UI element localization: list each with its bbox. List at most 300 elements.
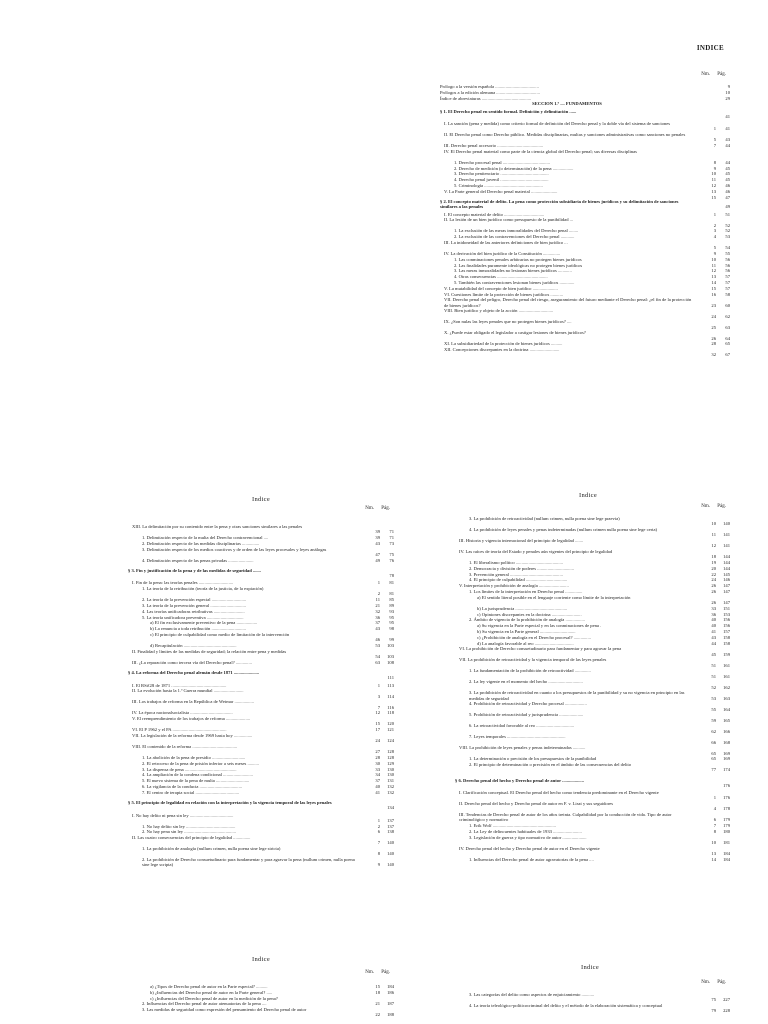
entry-title: XI. La subsidiariedad de la protección de bienes jurídicos ..........	[444, 341, 563, 347]
entry-title: b) La jurisprudencia .............................................	[477, 605, 568, 611]
entry-page-number: 186	[387, 989, 394, 995]
entry-title: VII. La legislación de la reforma desde 1969 hasta hoy ................	[132, 733, 253, 738]
entry-title: c) Opiniones discrepantes en la doctrina ..........................	[477, 611, 582, 617]
entry-margin-number: 63	[375, 659, 380, 665]
entry-page-number: 41	[725, 113, 730, 119]
entry-margin-number: 10	[711, 839, 716, 845]
entry-margin-number: 6	[713, 817, 716, 823]
entry-page-number: 52	[725, 222, 730, 228]
entry-title: 3. La teoría de la prevención general ...............................	[142, 603, 246, 608]
index-entry	[455, 629, 730, 634]
entry-margin-number: 55	[711, 706, 716, 712]
entry-margin-number: 9	[713, 165, 716, 171]
entry-margin-number: 47	[375, 551, 380, 557]
index-entry	[128, 800, 394, 810]
entry-title: a) El fin exclusivamente preventivo de la pena ..................	[150, 620, 258, 626]
entry-title: X. ¿Puede estar obligado el legislador a castigar lesiones de bienes jurídicos?	[444, 330, 586, 336]
entry-margin-number: 26	[711, 583, 716, 589]
entry-title: II. Las cuatro consecuencias del principio de legalidad ...............	[132, 835, 251, 841]
entry-margin-number: 12	[711, 543, 716, 549]
entry-page-number: 228	[723, 1008, 730, 1014]
entry-page-number: 165	[723, 717, 730, 723]
entry-title: III. Los trabajos de reforma en la República de Weimar .................	[132, 699, 255, 705]
entry-page-number: 55	[725, 251, 730, 256]
entry-page-number: 168	[723, 739, 730, 745]
index-entry	[128, 683, 394, 688]
entry-margin-number: 75	[711, 997, 716, 1003]
entry-page-number: 71	[389, 529, 394, 535]
index-entry	[440, 347, 730, 357]
entry-page-number: 174	[723, 767, 730, 773]
index-entry	[128, 829, 394, 834]
entry-margin-number: 30	[375, 760, 380, 766]
entry-page-number: 63	[725, 324, 730, 330]
entry-title: c) ¿Influencias del Derecho penal de autor en la medición de la pena?	[150, 995, 278, 1001]
entry-title: 3. La prohibición de retroactividad en cuanto a los presupuestos de la punibilidad y su no vigencia en principio en las medidas de seguridad	[469, 690, 685, 701]
entry-title: IX. ¿Son nulas las leyes penales que no protegen bienes jurídicos? ....	[444, 319, 572, 325]
entry-title: § 6. Derecho penal del hecho y Derecho penal de autor ...................	[455, 777, 585, 783]
entry-margin-number: 27	[375, 749, 380, 755]
entry-margin-number: 1	[713, 211, 716, 217]
entry-margin-number: 7	[377, 840, 380, 846]
page-header: Indice	[252, 956, 271, 963]
entry-title: 3. La dispensa de pena .............................................	[142, 766, 237, 772]
entry-page-number: 147	[723, 583, 730, 589]
entry-title: 2. No hay pena sin ley .............................................	[142, 829, 236, 835]
entry-title: 2. La Ley de delincuentes habituales de 1933 .........................	[469, 829, 582, 834]
entry-margin-number: 34	[375, 772, 380, 778]
entry-title: VI. Cuestiones límite de la protección de bienes jurídicos ...........	[444, 291, 564, 297]
page-header: Indice	[579, 492, 598, 499]
entry-page-number: 151	[723, 605, 730, 611]
entry-margin-number: 20	[711, 565, 716, 571]
entry-margin-number: 40	[711, 617, 716, 623]
entry-page-number: 41	[725, 126, 730, 132]
index-entry	[128, 632, 394, 642]
entry-title: I. Clarificación conceptual. El Derecho penal del hecho como tendencia predominante en el Derecho vigente	[459, 790, 659, 796]
index-entry	[455, 756, 730, 761]
entry-page-number: 130	[387, 766, 394, 772]
index-entry	[440, 199, 730, 209]
entry-margin-number: 4	[713, 234, 716, 240]
column-pag-label: Pág.	[717, 72, 726, 77]
entry-title: 2. Las finalidades puramente ideológicas no protegen bienes jurídicos	[454, 262, 583, 268]
index-entry	[455, 635, 730, 640]
entry-margin-number: 79	[711, 1008, 716, 1014]
entry-title: 1. No hay delito sin ley ...........................................	[142, 823, 236, 829]
entry-title: § 4. La reforma del Derecho penal alemán desde 1871 ......................	[128, 670, 260, 676]
index-entry	[455, 812, 730, 822]
index-entry	[455, 778, 730, 788]
index-entry	[455, 595, 730, 605]
entry-page-number: 141	[723, 532, 730, 538]
entry-margin-number: 3	[713, 228, 716, 234]
entry-margin-number: 2	[377, 591, 380, 597]
entry-title: c) ¿Prohibición de analogía en el Derecho procesal? ...............	[477, 634, 591, 640]
entry-margin-number: 33	[375, 766, 380, 772]
entry-page-number: 187	[387, 1001, 394, 1007]
entry-page-number: 111	[387, 675, 394, 681]
entry-page-number: 162	[723, 684, 730, 690]
entry-title: 2. El principio de determinación o precisión en el ámbito de las consecuencias del delito	[469, 762, 632, 768]
index-entry	[455, 679, 730, 689]
entry-margin-number: 26	[711, 599, 716, 605]
entry-margin-number: 32	[711, 352, 716, 358]
entry-title: I. El concepto material de delito ...................................	[444, 211, 545, 217]
entry-page-number: 75	[389, 551, 394, 557]
entry-title: 5. El nuevo sistema de la pena de multa .............................	[142, 778, 250, 784]
entry-title: 3. Legislación de guerra y tipo normativo de autor .....................	[469, 834, 587, 840]
index-entry	[128, 772, 394, 777]
entry-margin-number: 10	[711, 256, 716, 262]
entry-title: 1. La prohibición de analogía (nullum crimen, nulla poena sine lege stricta)	[142, 846, 281, 852]
entry-title: 2. Democracia y división de poderes ................................	[469, 565, 574, 571]
entry-title: I. Fin de la pena: las teorías penales ..............................	[132, 580, 234, 586]
index-entry	[440, 228, 730, 233]
index-entry	[455, 641, 730, 646]
entry-margin-number: 8	[377, 851, 380, 857]
index-entry	[455, 701, 730, 711]
entry-page-number: 89	[389, 603, 394, 608]
index-entry	[128, 846, 394, 856]
index-entry	[128, 649, 394, 659]
entry-page-number: 144	[723, 560, 730, 565]
entry-margin-number: 8	[713, 829, 716, 834]
entry-page-number: 29	[725, 95, 730, 101]
entry-title: 2. Derecho de medición (o determinación) de la pena ..................	[454, 165, 574, 171]
entry-margin-number: 51	[711, 673, 716, 679]
entry-title: a) Su vigencia en la Parte especial y en las conminaciones de pena .	[477, 623, 602, 629]
entry-title: VI. La prohibición de Derecho consuetudinario para fundamentar y para agravar la pena	[459, 646, 622, 652]
entry-page-number: 180	[723, 829, 730, 834]
entry-page-number: 46	[725, 183, 730, 188]
column-pag-label: Pág.	[381, 506, 390, 511]
entry-margin-number: 24	[375, 738, 380, 744]
entry-margin-number: 15	[711, 285, 716, 291]
entry-title: VIII. El contenido de la reforma .......................................	[132, 744, 238, 749]
entry-margin-number: 36	[711, 611, 716, 617]
entry-page-number: 46	[725, 188, 730, 194]
entry-title: 1. Las conminaciones penales arbitrarias no protegen bienes jurídicos	[454, 256, 582, 262]
index-entry	[440, 189, 730, 194]
entry-title: IV. Derecho penal del hecho y Derecho penal de autor en el Derecho vigente	[459, 845, 600, 851]
index-entry	[128, 790, 394, 795]
entry-title: 1. El liberalismo político .........................................	[469, 560, 563, 565]
entry-margin-number: 37	[375, 778, 380, 784]
entry-title: III. ¿La reparación como tercera vía del Derecho penal? ..............	[132, 659, 252, 665]
column-pag-label: Pág.	[717, 504, 726, 509]
index-page-3	[455, 488, 730, 928]
entry-page-number: 179	[723, 817, 730, 823]
index-entry	[128, 710, 394, 715]
column-pag-label: Pág.	[381, 970, 390, 975]
entry-title: II. Derecho penal del hecho y Derecho penal de autor en F. v. Liszt y sus seguidores	[459, 801, 614, 807]
entry-title: 6. La vigilancia de la conducta .....................................	[142, 784, 243, 789]
index-entry	[440, 143, 730, 148]
index-entry	[455, 623, 730, 628]
entry-margin-number: 13	[711, 850, 716, 856]
index-entry	[128, 767, 394, 772]
index-entry	[455, 712, 730, 722]
index-entry	[455, 560, 730, 565]
entry-title: 1. Los límites de la interpretación en Derecho penal ...............	[469, 589, 583, 594]
entry-margin-number: 4	[713, 806, 716, 812]
entry-margin-number: 39	[375, 529, 380, 535]
entry-title: Prólogos a la edición alemana ......................................	[440, 89, 540, 95]
index-entry	[128, 666, 394, 670]
entry-title: 3. Las meras inmoralidades no lesionan bienes jurídicos ............	[454, 268, 572, 274]
entry-margin-number: 51	[711, 662, 716, 668]
column-pag-label: Pág.	[717, 980, 726, 985]
entry-margin-number: 41	[711, 629, 716, 634]
index-entry	[440, 234, 730, 239]
entry-margin-number: 77	[711, 767, 716, 773]
index-entry	[440, 84, 730, 89]
entry-page-number: 81	[389, 591, 394, 597]
index-entry	[128, 984, 394, 989]
entry-margin-number: 14	[711, 280, 716, 285]
entry-title: I. El RStGB de 1871 ................................................	[132, 682, 227, 688]
index-entry	[440, 183, 730, 188]
entry-title: 5. Criminología ...................................................	[454, 183, 543, 188]
index-entry	[128, 660, 394, 665]
entry-page-number: 56	[725, 262, 730, 268]
entry-margin-number: 1	[713, 795, 716, 801]
entry-margin-number: 10	[711, 171, 716, 177]
index-entry	[128, 535, 394, 540]
entry-margin-number: 15	[375, 721, 380, 727]
entry-title: 1. Derecho procesal penal .........................................	[454, 159, 550, 165]
index-entry	[128, 597, 394, 602]
column-nm-label: Nm.	[365, 506, 374, 511]
entry-page-number: 56	[725, 268, 730, 274]
page-header: Indice	[252, 496, 271, 503]
entry-margin-number: 24	[711, 577, 716, 583]
entry-page-number: 159	[723, 651, 730, 657]
entry-page-number: 95	[389, 614, 394, 620]
entry-title: 3. La prohibición de retroactividad (nullum crimen, nulla poena sine lege praevia)	[469, 516, 620, 521]
column-nm-label: Nm.	[701, 72, 710, 77]
index-entry	[128, 643, 394, 648]
entry-margin-number: 32	[375, 608, 380, 614]
entry-margin-number: 7	[377, 704, 380, 710]
index-entry	[128, 586, 394, 596]
index-entry	[455, 577, 730, 582]
entry-page-number: 164	[723, 706, 730, 712]
entry-title: 2. Ámbito de vigencia de la prohibición de analogía .................	[469, 617, 585, 623]
entry-page-number: 116	[387, 704, 394, 710]
entry-page-number: 76	[389, 557, 394, 563]
entry-title: II. La lesión de un bien jurídico como presupuesto de la punibilidad ...	[444, 217, 574, 223]
entry-page-number: 85	[389, 597, 394, 603]
entry-page-number: 140	[723, 521, 730, 527]
entry-title: V. La Parte general del Derecho penal material .......................	[444, 188, 558, 194]
entry-title: IV. La derivación del bien jurídico de la Constitución ...............	[444, 251, 561, 256]
index-entry	[128, 755, 394, 760]
index-entry	[440, 319, 730, 329]
entry-page-number: 54	[725, 245, 730, 251]
entry-margin-number: 43	[375, 540, 380, 546]
index-entry	[455, 745, 730, 755]
entry-title: IV. Las raíces de teoría del Estado y penales aún vigentes del principio de legalidad	[459, 549, 613, 554]
entry-margin-number: 18	[711, 554, 716, 560]
entry-page-number: 158	[723, 640, 730, 646]
index-entry	[455, 992, 730, 1002]
entry-page-number: 181	[723, 839, 730, 845]
entry-page-number: 176	[723, 782, 730, 788]
entry-title: IV. La época nacionalsocialista .....................................	[132, 710, 233, 716]
entry-margin-number: 15	[375, 984, 380, 989]
index-entry	[455, 829, 730, 834]
index-entry	[440, 330, 730, 340]
entry-margin-number: 53	[711, 695, 716, 701]
entry-page-number: 118	[387, 710, 394, 716]
entry-title: Prólogo a la versión española ......................................	[440, 84, 539, 89]
index-entry	[128, 609, 394, 614]
index-entry	[440, 149, 730, 159]
entry-page-number: 146	[723, 577, 730, 583]
entry-margin-number: 36	[375, 614, 380, 620]
index-entry	[440, 177, 730, 182]
entry-title: 1. La teoría de la retribución (teoría de la justicia, de la expiación)	[142, 586, 264, 592]
entry-margin-number: 33	[711, 605, 716, 611]
entry-page-number: 62	[725, 313, 730, 319]
entry-page-number: 45	[725, 171, 730, 177]
entry-page-number: 99	[389, 637, 394, 643]
entry-page-number: 129	[387, 760, 394, 766]
column-nm-label: Nm.	[701, 504, 710, 509]
entry-margin-number: 13	[711, 188, 716, 194]
index-entry	[128, 524, 394, 534]
entry-title: 4. Otras consecuencias ............................................	[454, 274, 548, 280]
entry-page-number: 156	[723, 623, 730, 629]
entry-page-number: 166	[723, 728, 730, 734]
entry-title: 1. La determinación o precisión de los presupuestos de la punibilidad	[469, 756, 597, 762]
index-entry	[440, 160, 730, 165]
entry-page-number: 145	[723, 571, 730, 577]
entry-title: 4. El principio de culpabilidad ....................................	[469, 577, 568, 583]
entry-margin-number: 11	[711, 532, 716, 538]
index-entry	[440, 251, 730, 256]
entry-margin-number: 5	[713, 245, 716, 251]
entry-title: VI. El P 1962 y el PA ...............................................	[132, 727, 227, 733]
entry-title: 5. Prohibición de retroactividad y jurisprudencia .....................	[469, 712, 584, 718]
entry-page-number: 130	[387, 772, 394, 778]
entry-margin-number: 28	[711, 341, 716, 347]
entry-title: 2. La exclusión de las contravenciones del Derecho penal ............	[454, 234, 575, 240]
entry-margin-number: 11	[711, 177, 716, 183]
entry-title: 5. La teoría unificadora preventiva ................................	[142, 614, 244, 620]
entry-page-number: 57	[725, 274, 730, 280]
entry-page-number: 103	[387, 643, 394, 648]
entry-page-number: 58	[725, 291, 730, 297]
index-entry	[440, 90, 730, 95]
entry-title: 4. Las teorías unificadoras retributivas ...........................	[142, 608, 245, 614]
entry-margin-number: 41	[375, 789, 380, 795]
entry-margin-number: 5	[713, 137, 716, 143]
entry-page-number: 114	[387, 693, 394, 699]
entry-page-number: 73	[389, 540, 394, 546]
entry-title: V. El reemprendimiento de los trabajos de reforma .....................	[132, 716, 251, 722]
index-entry	[440, 212, 730, 217]
entry-title: III. Derecho penal accesorio ........................................	[444, 143, 544, 148]
entry-margin-number: 1	[377, 817, 380, 823]
entry-title: a) ¿Tipos de Derecho penal de autor en la Parte especial? ..........	[150, 984, 268, 989]
entry-page-number: 163	[723, 695, 730, 701]
index-entry	[440, 263, 730, 268]
entry-margin-number: 21	[375, 603, 380, 608]
entry-margin-number: 65	[711, 756, 716, 762]
entry-page-number: 98	[389, 626, 394, 632]
index-entry	[128, 603, 394, 608]
index-entry	[455, 617, 730, 622]
index-entry	[440, 274, 730, 279]
index-entry	[128, 835, 394, 845]
entry-title: III. La inidoneidad de las anteriores definiciones de bien jurídico ...	[444, 240, 568, 245]
entry-title: VII. Derecho penal del peligro, Derecho penal del riesgo, aseguramiento del futuro mediante el Derecho penal: ¿el fin de la protección de bienes jurídicos?	[444, 297, 692, 308]
entry-margin-number: 26	[711, 335, 716, 341]
entry-title: 4. La ampliación de la condena condicional ..........................	[142, 772, 253, 778]
entry-page-number: 147	[723, 599, 730, 605]
entry-page-number: 140	[387, 840, 394, 846]
entry-margin-number: 23	[711, 302, 716, 308]
index-entry	[128, 796, 394, 800]
entry-margin-number: 16	[711, 291, 716, 297]
entry-margin-number: 46	[375, 637, 380, 643]
index-entry	[128, 547, 394, 557]
entry-margin-number: 62	[711, 728, 716, 734]
entry-margin-number: 11	[711, 262, 716, 268]
entry-page-number: 65	[725, 341, 730, 347]
entry-title: 7. Leyes temporales ...................................................	[469, 734, 566, 740]
index-page-2	[128, 490, 394, 930]
index-entry	[128, 688, 394, 698]
entry-page-number: 57	[725, 280, 730, 285]
entry-title: II. El Derecho penal como Derecho público. Medidas disciplinarias, multas y sanciones administrativas como sanciones no penales	[444, 132, 686, 137]
index-entry	[128, 813, 394, 823]
entry-title: 2. Delimitación respecto de las medidas disciplinarias ...............	[142, 540, 260, 546]
entry-title: b) Su vigencia en la Parte general ...............................	[477, 629, 576, 634]
index-page-5	[455, 958, 730, 1024]
column-nm-label: Nm.	[701, 980, 710, 985]
entry-page-number: 103	[387, 653, 394, 659]
entry-page-number: 124	[387, 738, 394, 744]
entry-title: V. Interpretación y prohibición de analogía ..........................	[459, 583, 569, 589]
index-entry	[440, 132, 730, 142]
entry-page-number: 47	[725, 194, 730, 199]
index-entry	[128, 558, 394, 563]
entry-margin-number: 2	[713, 222, 716, 228]
entry-margin-number: 65	[711, 750, 716, 756]
index-entry	[440, 240, 730, 250]
entry-title: VIII. La prohibición de leyes penales y penas indeterminadas ...........	[459, 745, 586, 751]
index-entry	[440, 96, 730, 101]
entry-margin-number: 13	[711, 274, 716, 280]
entry-title: 1. Erik Wolf .......................................................	[469, 823, 556, 829]
entry-title: c) El principio de culpabilidad como medio de limitación de la intervención	[150, 632, 290, 637]
entry-page-number: 53	[725, 234, 730, 240]
entry-title: 6. La retroactividad favorable al reo .................................	[469, 723, 575, 729]
entry-margin-number: 25	[711, 324, 716, 330]
entry-title: 3. Derecho penitenciario ..........................................	[454, 171, 549, 177]
index-entry	[455, 762, 730, 772]
index-entry	[440, 195, 730, 199]
index-entry	[455, 646, 730, 656]
index-entry	[128, 626, 394, 631]
entry-title: § 1. El Derecho penal en sentido formal. Definición y delimitación ......	[440, 108, 577, 114]
entry-page-number: 128	[387, 749, 394, 755]
index-entry	[455, 583, 730, 588]
